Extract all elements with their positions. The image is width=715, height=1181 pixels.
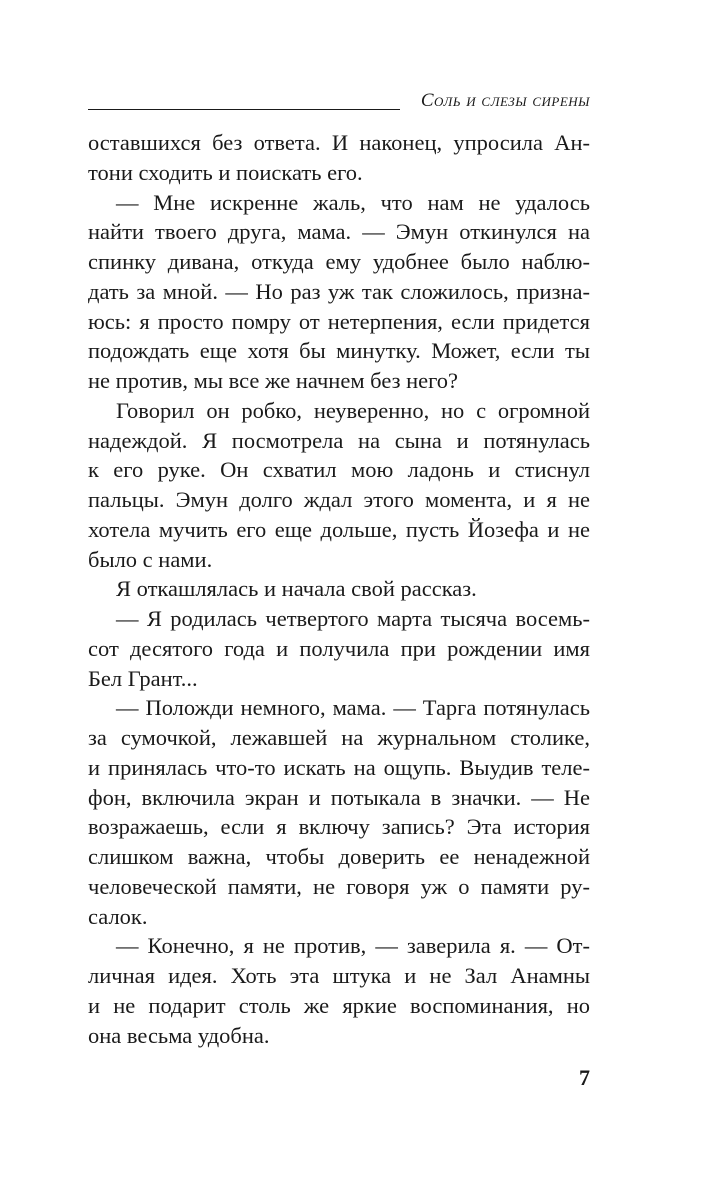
text-line: — Мне искренне жаль, что нам не удалось <box>116 189 590 215</box>
text-line: — Конечно, я не против, — заверила я. — От- <box>116 933 590 959</box>
text-line: спинку дивана, откуда ему удобнее было наблю- <box>88 249 590 274</box>
text-line: тони сходить и поискать его. <box>88 159 363 185</box>
text-line: она весьма удобна. <box>88 1022 270 1048</box>
text-line: — Положди немного, мама. — Тарга потянулась <box>116 695 590 721</box>
text-line: оставшихся без ответа. И наконец, упросила Ан- <box>88 130 590 155</box>
text-line: было с нами. <box>88 546 213 572</box>
text-line: — Я родилась четвертого марта тысяча восемь- <box>116 606 590 631</box>
text-line: Бел Грант... <box>88 665 198 691</box>
running-title: Соль и слезы сирены <box>420 90 590 111</box>
text-line: личная идея. Хоть эта штука и не Зал Анамны <box>88 963 590 988</box>
text-line: фон, включила экран и потыкала в значки. — Не <box>88 784 590 810</box>
page-number: 7 <box>579 1065 590 1090</box>
text-line: человеческой памяти, не говоря уж о памяти ру- <box>88 873 590 899</box>
body-text <box>88 128 590 1050</box>
text-line: надеждой. Я посмотрела на сына и потянулась <box>88 427 590 453</box>
text-line: подождать еще хотя бы минутку. Может, если ты <box>88 338 590 364</box>
text-line: найти твоего друга, мама. — Эмун откинулся на <box>88 219 590 245</box>
header-rule <box>88 109 400 110</box>
text-line: и не подарит столь же яркие воспоминания, но <box>88 992 590 1018</box>
text-line: и принялась что-то искать на ощупь. Выудив теле- <box>88 754 590 780</box>
text-line: не против, мы все же начнем без него? <box>88 368 459 393</box>
text-line: юсь: я просто помру от нетерпения, если придется <box>88 308 590 334</box>
text-line: дать за мной. — Но раз уж так сложилось, призна- <box>88 278 590 304</box>
text-line: Я откашлялась и начала свой рассказ. <box>116 576 477 602</box>
running-header <box>88 90 590 120</box>
text-line: хотела мучить его еще дольше, пусть Йозефа и не <box>88 516 590 542</box>
text-line: слишком важна, чтобы доверить ее ненадежной <box>88 844 590 869</box>
text-line: сот десятого года и получила при рождении имя <box>88 635 590 661</box>
text-line: к его руке. Он схватил мою ладонь и стиснул <box>88 457 590 483</box>
text-line: салок. <box>88 903 148 929</box>
text-line: Говорил он робко, неуверенно, но с огромной <box>116 397 590 423</box>
text-line: возражаешь, если я включу запись? Эта история <box>88 814 590 840</box>
text-line: пальцы. Эмун долго ждал этого момента, и я не <box>88 487 590 512</box>
text-line: за сумочкой, лежавшей на журнальном столике, <box>88 725 590 750</box>
